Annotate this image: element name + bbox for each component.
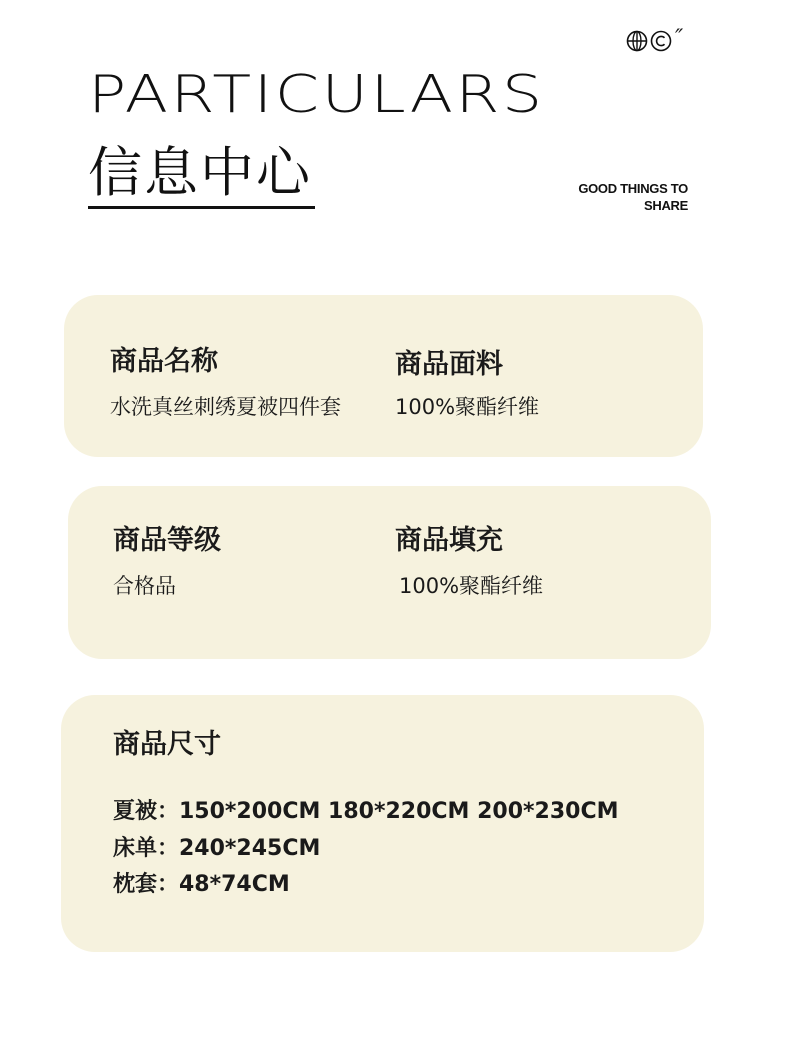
size-line-duvet: 夏被：150*200CM 180*220CM 200*230CM [113, 799, 619, 824]
filling-label: 商品填充 [395, 525, 503, 556]
globe-icon [626, 30, 648, 52]
size-line-pillowcase: 枕套：48*74CM [113, 872, 290, 897]
product-name-label: 商品名称 [110, 346, 218, 377]
product-name-value: 水洗真丝刺绣夏被四件套 [110, 395, 341, 419]
filling-value: 100%聚酯纤维 [399, 574, 544, 598]
fabric-label: 商品面料 [395, 349, 503, 380]
display-title: PARTICULARS [88, 65, 545, 125]
title-underline [88, 206, 315, 209]
grade-value: 合格品 [113, 574, 176, 598]
size-line-sheet: 床单：240*245CM [113, 836, 321, 861]
page-title: 信息中心 [88, 141, 312, 204]
grade-label: 商品等级 [113, 525, 221, 556]
size-label: 商品尺寸 [113, 729, 221, 760]
grade-filling-card [68, 486, 711, 659]
quote-icon: ″ [675, 26, 684, 51]
product-info-card [64, 295, 703, 457]
slogan-line-2: SHARE [643, 198, 688, 213]
fabric-value: 100%聚酯纤维 [395, 395, 540, 419]
slogan [578, 180, 688, 214]
slogan-line-1: GOOD THINGS TO [578, 181, 688, 196]
size-card [61, 695, 704, 952]
copyright-icon [650, 30, 672, 52]
brand-mark [626, 26, 684, 52]
